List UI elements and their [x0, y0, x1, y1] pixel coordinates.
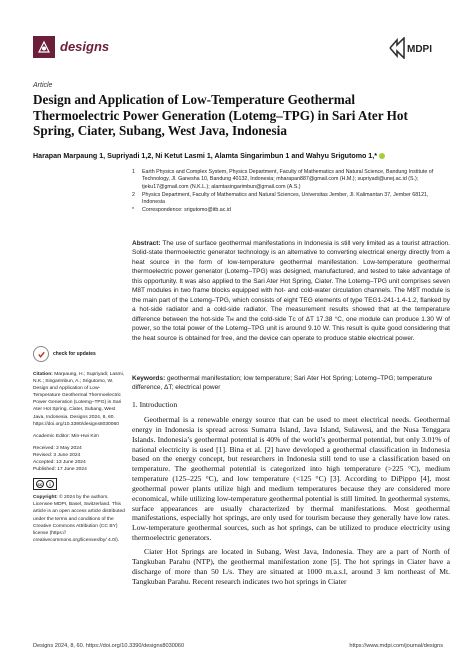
footer-journal-link[interactable]: https://www.mdpi.com/journal/designs: [349, 643, 443, 649]
citation-block: [33, 371, 125, 428]
received-date: Received: 2 May 2024: [33, 445, 82, 451]
copyright-label: Copyright:: [33, 495, 58, 501]
affiliation-number: *: [132, 207, 135, 214]
keywords: [132, 374, 450, 393]
affiliation-2: [132, 192, 450, 207]
affiliation-number: 2: [132, 191, 135, 198]
correspondence: [132, 207, 450, 214]
article-title: Design and Application of Low-Temperature Geothermal Thermoelectric Power Generation (Lotemg–TPG) in Sari Ater Hot Spring, Ciater, Subang, West Java, Indonesia: [33, 92, 408, 139]
page-footer: [33, 643, 443, 649]
affiliations: [132, 169, 450, 215]
section-title: 1. Introduction: [132, 400, 178, 409]
published-date: Published: 17 June 2024: [33, 467, 87, 473]
keywords-text: geothermal manifestation; low temperature; Sari Ater Hot Spring; Lotemg–TPG; temperature difference, ΔT; electrical power: [132, 375, 433, 392]
cc-by-license-icon[interactable]: cc i: [33, 478, 57, 490]
abstract: [132, 239, 450, 343]
check-updates-label: check for updates: [53, 351, 96, 357]
revised-date: Revised: 3 June 2024: [33, 452, 81, 458]
academic-editor: Academic Editor: Min-Hwi Kim: [33, 433, 99, 439]
abstract-label: Abstract:: [132, 240, 161, 247]
orcid-icon[interactable]: [379, 153, 385, 159]
check-for-updates-button[interactable]: [33, 346, 125, 362]
article-type: Article: [33, 82, 53, 89]
paragraph: Geothermal is a renewable energy source that can be used to meet electrical needs. Geothermal energy in Indonesia is spread across Sumatra Island, Java Island, Sulawesi, and the Nusa Tenggara Islands. Indonesia’s geothermal potential is 40% of the world’s geothermal potential, but only 3.01% of national electricity is used [1]. Bina et al. [2] have developed a geothermal classification in Indonesia based on the energy concept, but researchers in Indonesia still tend to use a classification based on temperature. The geothermal potential is categorized into high temperature (>225 °C), medium temperature (125–225 °C), and low temperature (<125 °C) [3]. According to DiPippo [4], most geothermal power plants utilize high and medium temperatures because they are considered more economical, while utilizing low-temperature geothermal potential is still limited. In geothermal systems, surface appearances are usually characterized by thermal manifestations. Most geothermal manifestations, especially hot springs, are only used for tourism because they generally have low rates. Low-temperature geothermal sources, such as hot springs, can be utilized to produce electricity using thermoelectric generators.: [132, 415, 450, 543]
author-list: [33, 152, 453, 160]
author-names: Harapan Marpaung 1, Supriyadi 1,2, Ni Ketut Lasmi 1, Alamta Singarimbun 1 and Wahyu Srigutomo 1,*: [33, 152, 377, 160]
affiliation-text: Physics Department, Faculty of Mathematics and Natural Sciences, Universitas Jember, Jl. Kalimantan 37, Jember 68121, Indonesia: [142, 191, 429, 206]
paragraph: Ciater Hot Springs are located in Subang, West Java, Indonesia. They are a part of North of Tangkuban Parahu (NTP), the geothermal manifestation zone [5]. The hot springs in Ciater have a discharge of more than 50 L/s. They are situated at 1000 m.a.s.l, around 3 km northeast of Mt. Tangkuban Parahu. Recent research indicates two hot springs in Ciater: [132, 546, 450, 586]
sidebar: [33, 346, 125, 544]
footer-citation[interactable]: Designs 2024, 8, 60. https://doi.org/10.3390/designs8030060: [33, 643, 185, 649]
copyright-block: [33, 494, 125, 544]
accepted-date: Accepted: 13 June 2024: [33, 460, 86, 466]
journal-name[interactable]: designs: [60, 39, 110, 54]
check-updates-icon: [33, 346, 49, 362]
correspondence-text: Correspondence: srigutomo@itb.ac.id: [142, 207, 231, 214]
citation-text: Marpaung, H.; Supriyadi; Lasmi, N.K.; Singarimbun, A.; Srigutomo, W. Design and Application of Low-Temperature Geothermal Thermoelectric Power Generation (Lotemg–TPG) in Sari Ater Hot Spring, Ciater, Subang, West Java, Indonesia. Designs 2024, 8, 60. https://doi.org/10.3390/designs8030060: [33, 372, 125, 427]
copyright-text: © 2024 by the authors. Licensee MDPI, Basel, Switzerland. This article is an open access article distributed under the terms and conditions of the Creative Commons Attribution (CC BY) license (https:// creativecommons.org/licenses/by/ 4.0/).: [33, 495, 125, 543]
keywords-label: Keywords:: [132, 375, 166, 382]
mdpi-logo[interactable]: [388, 37, 442, 64]
journal-logo-icon: [33, 36, 55, 58]
body-text: [132, 415, 450, 586]
citation-label: Citation:: [33, 372, 53, 377]
affiliation-number: 1: [132, 169, 135, 175]
abstract-text: The use of surface geothermal manifestations in Indonesia is still very limited as a tourist attraction. Solid-state thermoelectric generator technology is an alternative to converting electrical energy directly from a heat source in the form of low-temperature geothermal manifestation. Low-temperature geothermal thermoelectric power generator (Lotemg–TPG) was designed, manufactured, and tested to take advantage of this opportunity. It was also applied to the Sari Ater Hot Spring, Ciater. The Lotemg–TPG unit comprises seven M8T modules in two frame blocks equipped with hot- and cold-water circulation channels. The M8T module is the main part of the Lotemg–TPG, which consists of eight TEG elements of type TEG1-241-1.4-1.2, flanked by a hot-side radiator and a cold-side radiator. The measurement results showed that at the temperature difference between the hot-side Tʜ and the cold-side Tᴄ of ΔT 17.38 °C, one module can produce 1.30 W of power, so the total power of the Lotemg–TPG unit is around 9.10 W. This result is quite good considering that the heat source is obtained for free, and the device can operate to produce stable electrical power.: [132, 240, 450, 342]
affiliation-1: [132, 169, 450, 191]
publisher-name: MDPI: [407, 44, 432, 55]
affiliation-text: Earth Physics and Complex System, Physics Department, Faculty of Mathematics and Natural Science, Bandung Institute of Technology, Jl. Ganesha 10, Bandung 40132, Indonesia; mharapan887@gmail.com (H.M.); supriyadi@unej.ac.id (S.); tjeku17@gmail.com (N.K.L.); alamtasingarimbun@gmail.com (A.S.): [142, 169, 434, 190]
